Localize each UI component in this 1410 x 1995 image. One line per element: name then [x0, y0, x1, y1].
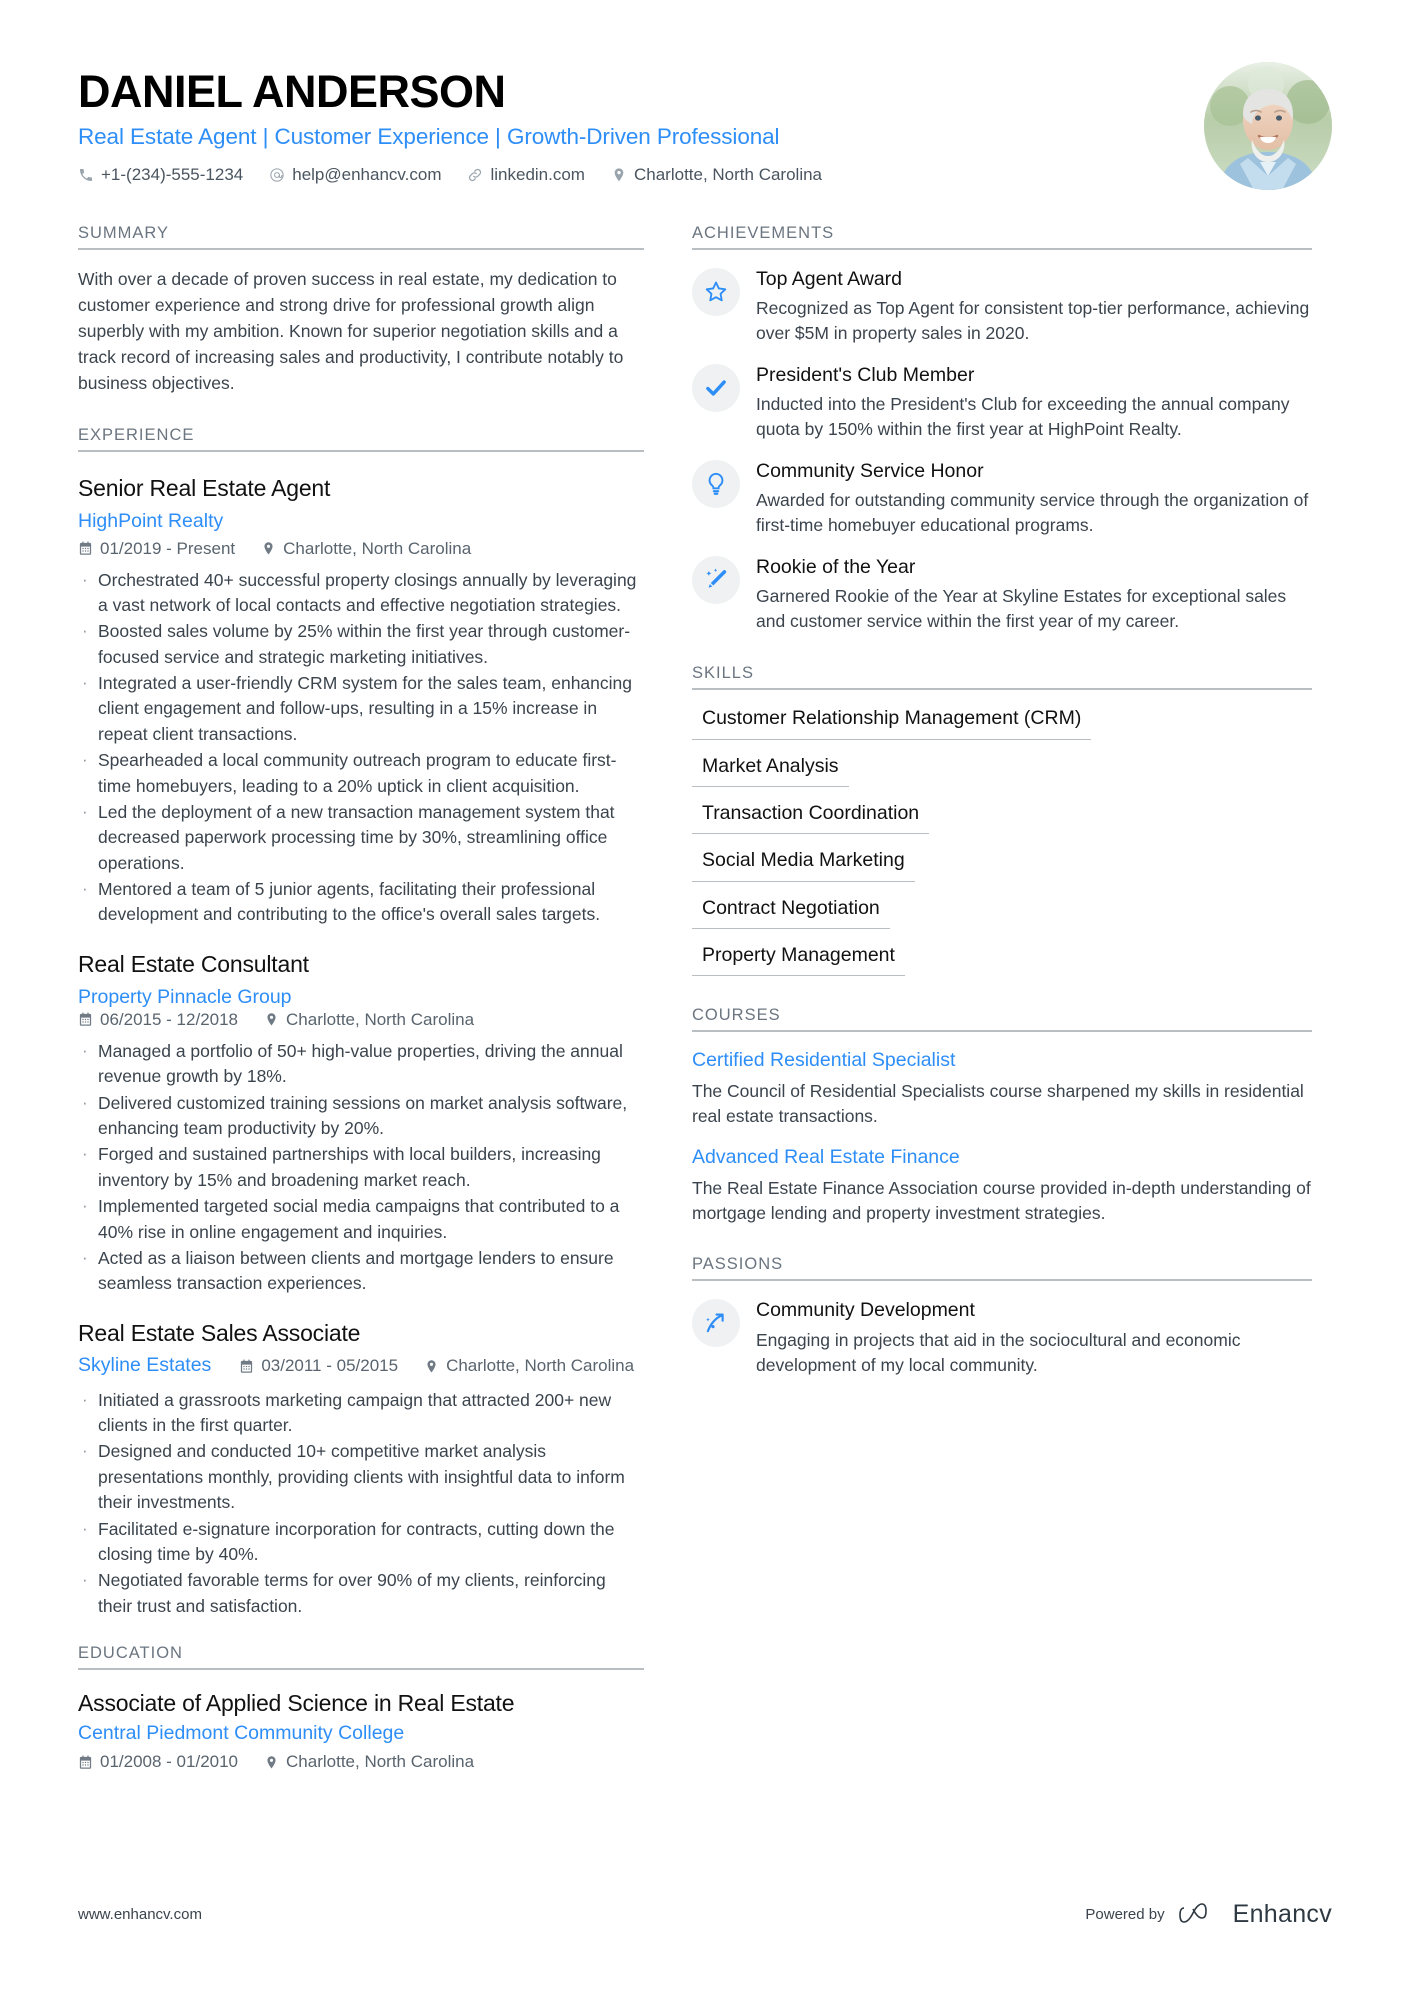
courses-section: [692, 1006, 1312, 1225]
passion-item: [692, 1297, 1312, 1377]
experience-bullet-text: Negotiated favorable terms for over 90% of my clients, reinforcing their trust and satisfaction.: [98, 1570, 606, 1616]
skill-item: [692, 848, 1312, 881]
profile-photo-image: [1204, 62, 1332, 190]
enhancv-wordmark: Enhancv: [1232, 1900, 1332, 1928]
star-icon-badge: [692, 268, 740, 316]
calendar-icon: [239, 1359, 254, 1374]
magic-wand-icon-badge: [692, 556, 740, 604]
summary-section: [78, 224, 644, 396]
avatar: [1204, 62, 1332, 190]
experience-bullets: [78, 1039, 644, 1297]
achievement-item-title: Top Agent Award: [756, 268, 903, 290]
experience-bullet: [78, 568, 644, 619]
contact-phone-value: +1-(234)-555-1234: [101, 165, 244, 185]
experience-location: [264, 1010, 474, 1030]
section-divider: [78, 1668, 644, 1670]
check-icon-badge: [692, 364, 740, 412]
education-degree: Associate of Applied Science in Real Estate: [78, 1690, 515, 1717]
experience-meta-row: [78, 985, 644, 1030]
trending-arrow-icon-badge: [692, 1299, 740, 1347]
experience-meta-row: [78, 509, 644, 558]
calendar-icon: [78, 1012, 93, 1027]
experience-meta: [239, 1356, 634, 1376]
experience-company[interactable]: Property Pinnacle Group: [78, 985, 292, 1008]
achievement-item-title: Rookie of the Year: [756, 556, 916, 579]
achievement-item-body: [756, 554, 1312, 634]
contact-email[interactable]: [269, 165, 441, 185]
contact-location: [611, 165, 822, 185]
skill-item: [692, 943, 1312, 976]
experience-company[interactable]: Skyline Estates: [78, 1354, 212, 1377]
location-pin-icon: [611, 167, 627, 183]
enhancv-logo: [1179, 1900, 1332, 1929]
achievement-item: [692, 554, 1312, 634]
experience-bullet-text: Designed and conducted 10+ competitive market analysis presentations monthly, providing clients with insightful data to inform their investments.: [98, 1441, 625, 1513]
calendar-icon: [78, 1755, 93, 1770]
footer-url[interactable]: www.enhancv.com: [78, 1906, 202, 1923]
experience-bullet: [78, 1039, 644, 1090]
footer-brand-block: [1085, 1900, 1332, 1929]
bullet-marker-icon: ·: [82, 1196, 88, 1216]
experience-bullet: [78, 619, 644, 670]
experience-section-title: EXPERIENCE: [78, 426, 195, 445]
education-section: [78, 1644, 644, 1772]
experience-dates-value: 06/2015 - 12/2018: [100, 1009, 239, 1029]
course-item: [692, 1145, 1312, 1225]
section-divider: [692, 1030, 1312, 1032]
skill-label: Social Media Marketing: [692, 848, 915, 881]
link-icon: [467, 167, 483, 183]
education-school[interactable]: Central Piedmont Community College: [78, 1722, 405, 1745]
bullet-marker-icon: ·: [82, 621, 88, 641]
location-pin-icon: [264, 1012, 279, 1027]
experience-bullet-text: Led the deployment of a new transaction management system that decreased paperwork processing time by 30%, streamlining office operations.: [98, 801, 615, 873]
course-list: [692, 1048, 1312, 1225]
bullet-marker-icon: ·: [82, 750, 88, 770]
enhancv-mark-icon: [1179, 1902, 1223, 1928]
contact-phone[interactable]: [78, 165, 243, 185]
course-description: The Real Estate Finance Association course provided in-depth understanding of mortgage lending and property investment strategies.: [692, 1177, 1311, 1223]
spacer: [692, 1225, 1312, 1255]
contact-location-value: Charlotte, North Carolina: [633, 165, 823, 185]
skill-label: Contract Negotiation: [692, 896, 890, 929]
section-divider: [692, 1279, 1312, 1281]
experience-bullet: [78, 1091, 644, 1142]
experience-dates: [78, 539, 235, 559]
summary-section-title: SUMMARY: [78, 224, 170, 242]
experience-job-title: Real Estate Consultant: [78, 950, 309, 977]
bullet-marker-icon: ·: [82, 673, 88, 693]
experience-bullet-text: Implemented targeted social media campaigns that contributed to a 40% rise in online engagement and inquiries.: [98, 1196, 620, 1242]
achievement-item-body: [756, 266, 1312, 346]
experience-bullet-text: Facilitated e-signature incorporation for contracts, cutting down the closing time by 40%.: [98, 1518, 615, 1564]
skill-item: [692, 801, 1312, 834]
experience-dates-value: 03/2011 - 05/2015: [261, 1356, 399, 1376]
education-meta: [78, 1752, 644, 1772]
experience-location: [424, 1356, 634, 1376]
passion-item-title: Community Development: [756, 1299, 975, 1322]
experience-entry: [78, 474, 644, 927]
experience-location-value: Charlotte, North Carolina: [286, 1009, 475, 1029]
experience-entry-list: [78, 474, 644, 1619]
experience-bullet-text: Managed a portfolio of 50+ high-value properties, driving the annual revenue growth by 18%.: [98, 1040, 623, 1087]
experience-job-title: Senior Real Estate Agent: [78, 475, 331, 502]
left-column: [78, 224, 644, 1772]
experience-location: [261, 539, 471, 559]
experience-bullet: [78, 1568, 644, 1619]
right-column: [692, 224, 1312, 1377]
education-dates-value: 01/2008 - 01/2010: [100, 1752, 239, 1772]
achievement-item: [692, 362, 1312, 442]
achievement-item-title: President's Club Member: [756, 364, 975, 387]
achievement-item-title: Community Service Honor: [756, 460, 984, 483]
candidate-headline: Real Estate Agent | Customer Experience | Growth-Driven Professional: [78, 124, 780, 150]
skill-label: Property Management: [692, 943, 905, 976]
experience-bullet: [78, 1246, 644, 1297]
experience-bullet: [78, 1439, 644, 1515]
passion-item-body: [756, 1297, 1312, 1377]
summary-text: With over a decade of proven success in real estate, my dedication to customer experience and strong drive for professional growth align superbly with my ambition. Known for superior negotiation skills and a track record of increasing sales and productivity, I contribute notably to business objectives.: [78, 269, 624, 393]
education-location: [264, 1752, 474, 1772]
experience-dates: [78, 1010, 238, 1030]
achievements-section: [692, 224, 1312, 634]
course-title[interactable]: Certified Residential Specialist: [692, 1049, 956, 1072]
content-columns: [78, 224, 1332, 1772]
experience-meta: [78, 539, 471, 559]
experience-bullet: [78, 1142, 644, 1193]
section-divider: [692, 688, 1312, 690]
experience-location-value: Charlotte, North Carolina: [283, 538, 472, 558]
achievement-item-body: [756, 362, 1312, 442]
calendar-icon: [78, 541, 93, 556]
experience-bullet-text: Initiated a grassroots marketing campaign that attracted 200+ new clients in the first quarter.: [98, 1389, 612, 1436]
experience-bullet: [78, 1194, 644, 1245]
experience-bullet: [78, 800, 644, 876]
passions-section-title: PASSIONS: [692, 1255, 784, 1274]
bullet-marker-icon: ·: [82, 1040, 88, 1060]
passions-section: [692, 1255, 1312, 1377]
skills-section: [692, 664, 1312, 976]
skill-item: [692, 706, 1312, 739]
lightbulb-icon-badge: [692, 460, 740, 508]
resume-header: [78, 62, 1332, 190]
experience-entry: [78, 950, 644, 1297]
achievement-item: [692, 458, 1312, 538]
passion-list: [692, 1297, 1312, 1377]
experience-bullet: [78, 1517, 644, 1568]
experience-bullets: [78, 568, 644, 928]
course-description: The Council of Residential Specialists course sharpened my skills in residential real estate transactions.: [692, 1080, 1304, 1126]
skill-label: Transaction Coordination: [692, 801, 929, 834]
education-entry-list: [78, 1690, 644, 1772]
experience-bullet: [78, 671, 644, 747]
header-text-block: [78, 62, 822, 185]
bullet-marker-icon: ·: [82, 1092, 88, 1112]
experience-bullet-text: Mentored a team of 5 junior agents, facilitating their professional development and contributing to the office's overall sales targets.: [98, 879, 601, 925]
education-location-value: Charlotte, North Carolina: [286, 1752, 475, 1772]
bullet-marker-icon: ·: [82, 1247, 88, 1267]
bullet-marker-icon: ·: [82, 1389, 88, 1409]
achievement-item-description: Inducted into the President's Club for exceeding the annual company quota by 150% within the first year at HighPoint Realty.: [756, 394, 1290, 440]
location-pin-icon: [424, 1359, 439, 1374]
education-entry: [78, 1690, 644, 1772]
experience-bullet-text: Integrated a user-friendly CRM system for the sales team, enhancing client engagement and follow-ups, resulting in a 15% increase in repeat client transactions.: [98, 673, 632, 744]
courses-section-title: COURSES: [692, 1006, 781, 1025]
bullet-marker-icon: ·: [82, 1441, 88, 1461]
experience-bullet-text: Forged and sustained partnerships with local builders, increasing inventory by 15% and broadening market reach.: [98, 1144, 601, 1190]
bullet-marker-icon: ·: [82, 1570, 88, 1590]
course-item: [692, 1048, 1312, 1128]
skill-list: [692, 706, 1312, 976]
experience-entry: [78, 1319, 644, 1619]
spacer: [78, 1620, 644, 1644]
contact-row: [78, 165, 822, 185]
contact-email-value: help@enhancv.com: [292, 165, 442, 185]
spacer: [692, 976, 1312, 1006]
experience-dates-value: 01/2019 - Present: [100, 538, 236, 558]
powered-by-label: Powered by: [1085, 1906, 1165, 1923]
candidate-name: DANIEL ANDERSON: [78, 66, 506, 117]
experience-meta-row: [78, 1353, 644, 1378]
experience-bullet: [78, 748, 644, 799]
email-icon: [269, 167, 285, 183]
experience-bullet-text: Delivered customized training sessions on market analysis software, enhancing team productivity by 20%.: [98, 1092, 628, 1139]
page-footer: [78, 1900, 1332, 1929]
experience-location-value: Charlotte, North Carolina: [446, 1356, 635, 1376]
experience-company[interactable]: HighPoint Realty: [78, 510, 224, 533]
experience-bullet-text: Orchestrated 40+ successful property closings annually by leveraging a vast network of local contacts and effective negotiation strategies.: [98, 569, 637, 615]
bullet-marker-icon: ·: [82, 879, 88, 899]
achievement-item-body: [756, 458, 1312, 538]
phone-icon: [78, 167, 94, 183]
bullet-marker-icon: ·: [82, 1144, 88, 1164]
achievement-list: [692, 266, 1312, 634]
skills-section-title: SKILLS: [692, 664, 754, 683]
skill-item: [692, 754, 1312, 787]
section-divider: [692, 248, 1312, 250]
experience-section: [78, 426, 644, 1619]
experience-bullet-text: Boosted sales volume by 25% within the first year through customer-focused service and strategic marketing initiatives.: [98, 621, 631, 667]
achievements-section-title: ACHIEVEMENTS: [692, 224, 835, 242]
skill-label: Customer Relationship Management (CRM): [692, 706, 1091, 739]
skill-label: Market Analysis: [692, 754, 849, 787]
achievement-item-description: Recognized as Top Agent for consistent top-tier performance, achieving over $5M in property sales in 2020.: [756, 298, 1310, 344]
contact-linkedin[interactable]: [467, 165, 585, 185]
experience-meta: [78, 1010, 644, 1030]
skill-item: [692, 896, 1312, 929]
achievement-item: [692, 266, 1312, 346]
profile-photo: [1204, 62, 1332, 190]
education-dates: [78, 1752, 238, 1772]
contact-linkedin-value: linkedin.com: [490, 165, 585, 185]
experience-dates: [239, 1356, 398, 1376]
bullet-marker-icon: ·: [82, 1518, 88, 1538]
achievement-item-description: Garnered Rookie of the Year at Skyline Estates for exceptional sales and customer service within the first year of my career.: [756, 586, 1287, 632]
achievement-item-description: Awarded for outstanding community service through the organization of first-time homebuyer educational programs.: [756, 490, 1309, 536]
bullet-marker-icon: ·: [82, 801, 88, 821]
spacer: [692, 634, 1312, 664]
experience-bullet: [78, 877, 644, 928]
location-pin-icon: [264, 1755, 279, 1770]
experience-bullet-text: Spearheaded a local community outreach program to educate first-time homebuyers, leading to a 20% uptick in client acquisition.: [98, 750, 617, 796]
course-title[interactable]: Advanced Real Estate Finance: [692, 1146, 960, 1169]
spacer: [78, 396, 644, 426]
section-divider: [78, 248, 644, 250]
experience-bullets: [78, 1388, 644, 1619]
section-divider: [78, 450, 644, 452]
bullet-marker-icon: ·: [82, 569, 88, 589]
location-pin-icon: [261, 541, 276, 556]
education-section-title: EDUCATION: [78, 1644, 183, 1663]
experience-job-title: Real Estate Sales Associate: [78, 1319, 361, 1346]
passion-item-description: Engaging in projects that aid in the sociocultural and economic development of my local community.: [756, 1329, 1241, 1375]
experience-bullet: [78, 1388, 644, 1439]
experience-bullet-text: Acted as a liaison between clients and mortgage lenders to ensure seamless transaction experiences.: [98, 1247, 614, 1294]
